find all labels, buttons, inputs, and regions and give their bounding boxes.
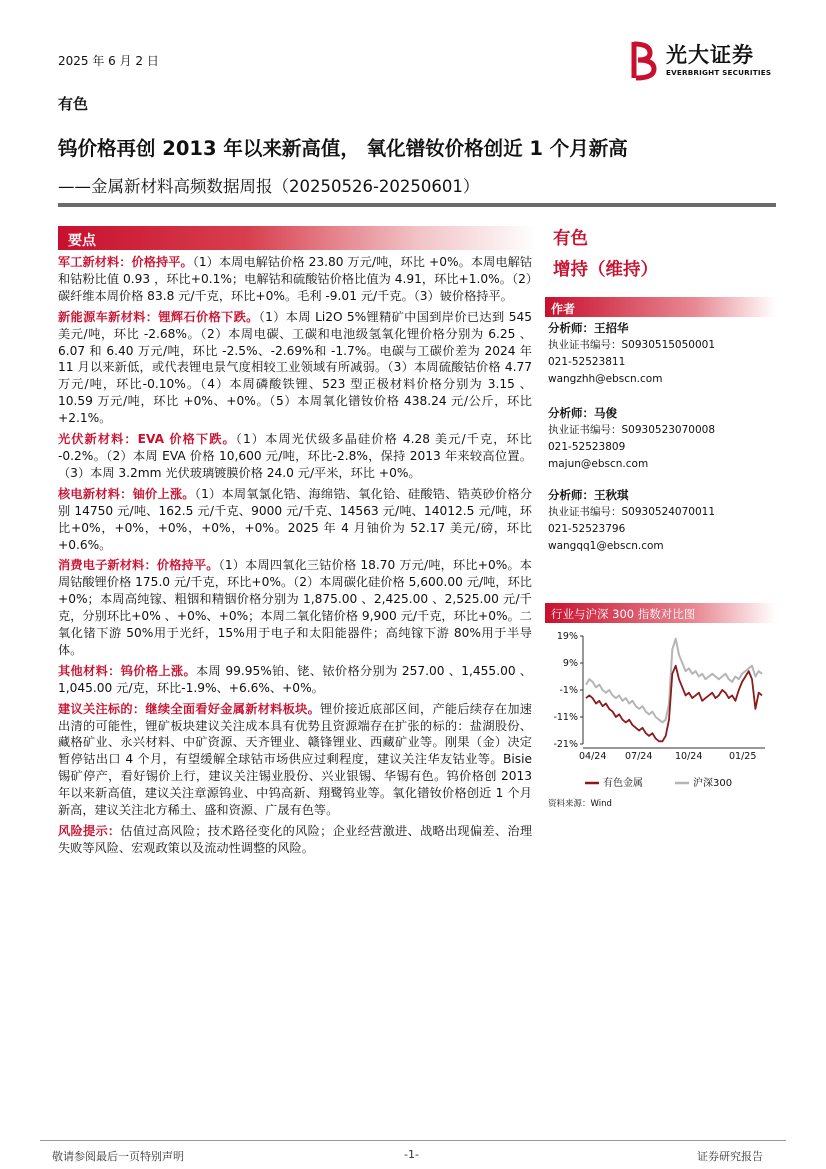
- keypoint-paragraph: [58, 309, 532, 427]
- analyst-email[interactable]: wangzhh@ebscn.com: [548, 373, 663, 385]
- sidebar-sector: 有色: [553, 229, 588, 249]
- keypoints-body: [58, 254, 532, 861]
- y-tick-label: 19%: [556, 631, 578, 642]
- keypoints-header: [58, 226, 536, 250]
- page-number: -1-: [404, 1148, 419, 1161]
- keypoint-paragraph: [58, 557, 532, 658]
- report-subtitle: ——金属新材料高频数据周报（20250526-20250601）: [58, 177, 480, 196]
- legend-label: 沪深300: [693, 778, 733, 789]
- analyst-phone: 021-52523811: [548, 356, 626, 368]
- keypoint-text: 本周 99.95%铂、铑、铱价格分别为 257.00 、1,455.00 、1,045.00 元/克，环比-1.9%、+6.6%、+0%。: [58, 663, 532, 695]
- series-line: [586, 639, 762, 723]
- authors-title: 作者: [551, 302, 576, 316]
- chart-title: 行业与沪深 300 指数对比图: [551, 607, 696, 621]
- keypoint-text: （1）本周电解钴价格 23.80 万元/吨，环比 +0%。本周电解钴和钴粉比值 0.93 ，环比+0.1%；电解钴和硫酸钴价格比值为 4.91，环比+1.0%。（2）碳纤维本周价格 83.8 元/千克，环比+0%。毛利 -9.01 元/千克。（3）铍价格持平。: [58, 255, 533, 303]
- keypoint-text: （1）本周氧氯化锆、海绵锆、氧化铪、硅酸锆、锆英砂价格分别 14750 元/吨、162.5 元/千克、9000 元/千克、14563 元/吨、14012.5 元/吨，环比+0%，+0%，+0%，+0%，+0%。2025 年 4 月铀价为 52.17 美元/磅，环比+0.6%。: [58, 486, 533, 552]
- logo-english-name: EVERBRIGHT SECURITIES: [666, 68, 772, 77]
- y-tick-label: -21%: [553, 739, 578, 750]
- footer-report-type: 证券研究报告: [697, 1150, 763, 1163]
- keypoint-text: 估值过高风险；技术路径变化的风险；企业经营激进、战略出现偏差、治理失败等风险、宏观政策以及流动性调整的风险。: [58, 824, 533, 855]
- index-comparison-chart: [545, 626, 776, 794]
- x-tick-label: 04/24: [579, 751, 607, 762]
- keypoint-text: （1）本周四氧化三钴价格 18.70 万元/吨，环比+0%。本周钴酸锂价格 175.0 元/千克，环比+0%。（2）本周碳化硅价格 5,600.00 元/吨，环比 +0%；本周高纯镓、粗铟和精铟价格分别为 1,875.00 、2,425.00 、2,525.00 元/千克，分别环比+0% 、+0%、+0%；本周二氧化锗价格 9,900 元/千克，环比+0%。二氧化锗下游 50%用于光纤，15%用于电子和太阳能器件；高纯镓下游 80%用于半导体。: [58, 558, 532, 657]
- analyst-block: [548, 320, 715, 388]
- footer-disclaimer: 敬请参阅最后一页特别声明: [52, 1150, 184, 1163]
- analyst-name: 分析师：马俊: [548, 406, 617, 420]
- x-tick-label: 07/24: [625, 751, 653, 762]
- chart-header: [545, 603, 776, 623]
- keypoint-paragraph: [58, 431, 532, 482]
- report-date: 2025 年 6 月 2 日: [58, 54, 159, 68]
- keypoint-lead: 新能源车新材料：锂辉石价格下跌。: [58, 309, 259, 324]
- analyst-license: 执业证书编号：S0930515050001: [548, 339, 716, 351]
- x-tick-label: 01/25: [729, 751, 757, 762]
- keypoint-text: （1）本周光伏级多晶硅价格 4.28 美元/千克，环比 -0.2%。（2）本周 EVA 价格 10,600 元/吨，环比-2.8%，保持 2013 年来较高位置。（3）本周 3.2mm 光伏玻璃镀膜价格 24.0 元/平米，环比 +0%。: [58, 432, 532, 480]
- analyst-phone: 021-52523809: [548, 441, 626, 453]
- analyst-license: 执业证书编号：S0930524070011: [548, 506, 716, 518]
- analyst-phone: 021-52523796: [548, 523, 626, 535]
- keypoint-text: （1）本周 Li2O 5%锂精矿中国到岸价已达到 545 美元/吨，环比 -2.68%。（2）本周电碳、工碳和电池级氢氧化锂价格分别为 6.25 、6.07 和 6.40 万元/吨，环比 -2.5%、-2.69%和 -1.7%。电碳与工碳价差为 2024 年 11 月以来新低，或代表锂电景气度相较工业领域有所减弱。（3）本周硫酸钴价格 4.77 万元/吨，环比-0.10%。（4）本周磷酸铁锂、523 型正极材料价格分别为 3.15 、10.59 万元/吨，环比 +0%、+0%。（5）本周氧化镨钕价格 438.24 元/公斤，环比+2.1%。: [58, 309, 532, 426]
- keypoint-paragraph: [58, 701, 532, 819]
- keypoints-title: 要点: [68, 233, 96, 249]
- keypoint-lead: 军工新材料：价格持平。: [58, 255, 193, 269]
- keypoint-paragraph: [58, 663, 532, 697]
- legend-label: 有色金属: [603, 778, 643, 789]
- analyst-block: [548, 487, 715, 555]
- analyst-license: 执业证书编号：S0930523070008: [548, 424, 716, 436]
- keypoint-lead: 消费电子新材料：价格持平。: [58, 558, 219, 573]
- footer-divider: [40, 1140, 786, 1141]
- header-divider: [58, 203, 776, 207]
- keypoint-paragraph: [58, 823, 532, 857]
- keypoint-lead: 建议关注标的：继续全面看好金属新材料板块。: [58, 701, 321, 716]
- brand-logo: [626, 38, 776, 82]
- logo-chinese-name: 光大证券: [666, 43, 754, 67]
- y-tick-label: 9%: [562, 658, 578, 669]
- keypoint-lead: 光伏新材料：EVA 价格下跌。: [58, 432, 236, 447]
- y-tick-label: -1%: [559, 685, 578, 696]
- y-tick-label: -11%: [553, 712, 578, 723]
- keypoint-lead: 风险提示：: [58, 824, 121, 838]
- rating-label: 增持（维持）: [553, 260, 658, 280]
- analyst-name: 分析师：王秋琪: [548, 488, 629, 502]
- chart-source: 资料来源：Wind: [548, 799, 612, 809]
- keypoint-text: 锂价接近底部区间，产能后续存在加速出清的可能性，锂矿板块建议关注成本具有优势且资源端存在扩张的标的：盐湖股份、藏格矿业、永兴材料、中矿资源、天齐锂业、赣锋锂业、西藏矿业等。刚果（金）决定暂停钴出口 4 个月，有望缓解全球钴市场供应过剩程度，建议关注华友钴业等。Bisie 锡矿停产，看好锡价上行，建议关注锡业股份、兴业银锡、华锡有色。钨价格创 2013 年以来新高值，建议关注章源钨业、中钨高新、翔鹭钨业等。氧化镨钕价格创近 1 个月新高，建议关注北方稀土、盛和资源、广晟有色等。: [58, 701, 532, 818]
- report-title: 钨价格再创 2013 年以来新高值， 氧化镨钕价格创近 1 个月新高: [58, 137, 628, 160]
- x-tick-label: 10/24: [675, 751, 703, 762]
- authors-header: [545, 297, 776, 317]
- keypoint-lead: 核电新材料：铀价上涨。: [58, 486, 195, 501]
- analyst-block: [548, 405, 715, 473]
- keypoint-lead: 其他材料：钨价格上涨。: [58, 663, 197, 678]
- everbright-logo-icon: [626, 38, 658, 82]
- keypoint-paragraph: [58, 254, 532, 305]
- analyst-email[interactable]: wangqq1@ebscn.com: [548, 540, 664, 552]
- keypoint-paragraph: [58, 486, 532, 554]
- sector-label: 有色: [58, 95, 89, 113]
- analyst-name: 分析师：王招华: [548, 321, 629, 335]
- analyst-email[interactable]: majun@ebscn.com: [548, 458, 649, 470]
